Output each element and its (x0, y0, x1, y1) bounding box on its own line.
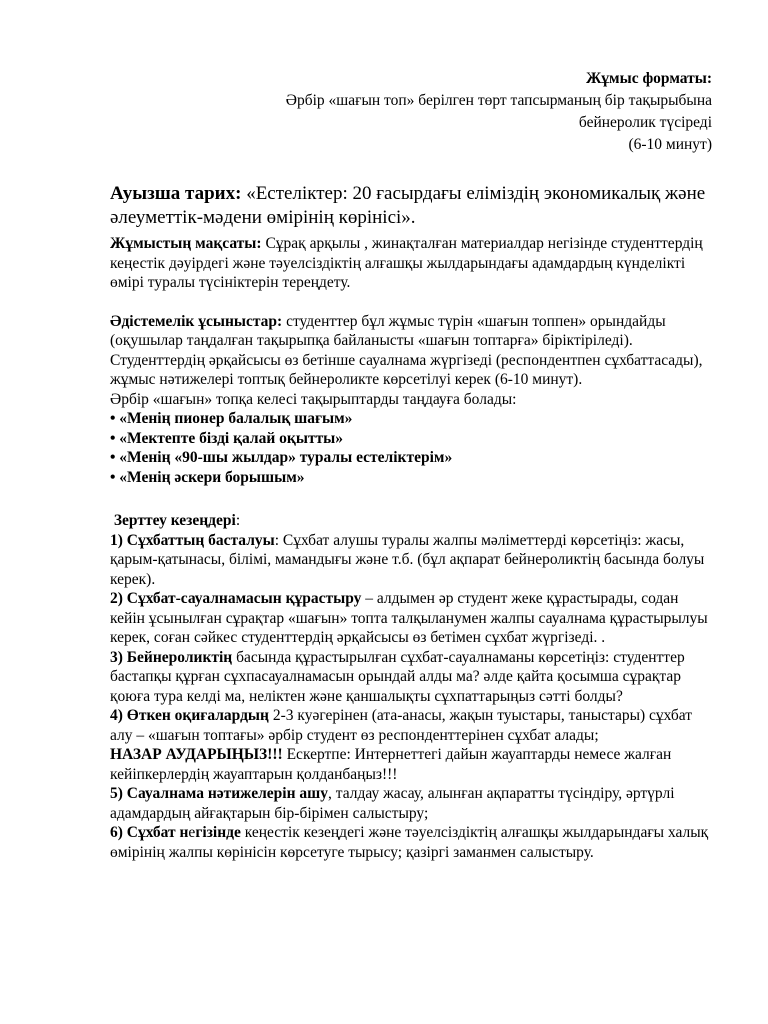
section-title-text: «Естеліктер: 20 ғасырдағы еліміздің экономикалық және әлеуметтік-мәдени өмірінің көрінісі». (110, 183, 706, 228)
stages-title-colon: : (235, 512, 241, 529)
goal-text: Сұрақ арқылы , жинақталған материалдар негізінде студенттердің кеңестік дәуірдегі және тәуелсіздіктің алғашқы жылдарындағы адамдардың күнделікті өмірі туралы түсініктерін тереңдету. (110, 235, 703, 291)
stage-2-text: – алдымен әр студент жеке құрастырады, содан кейін ұсынылған сұрақтар «шағын» топта талқыланумен жалпы сауалнама құрастырылуы керек, соған сәйкес студенттердің әрқайсысы өз бетімен сұхбат жүргізеді. . (110, 590, 708, 646)
stage-3-label: 3) Бейнероликтің (110, 648, 233, 666)
warning (110, 745, 716, 784)
goal-label: Жұмыстың мақсаты: (110, 235, 262, 252)
stages-heading (110, 511, 716, 531)
warning-text: Ескертпе: Интернеттегі дайын жауаптарды немесе жалған кейіпкерлердің жауаптарын қолданбаңыз!!! (110, 746, 672, 783)
stage-5-label: 5) Сауалнама нәтижелерін ашу (110, 785, 328, 802)
work-format-line-1: Әрбір «шағын топ» берілген төрт тапсырманың бір тақырыбына (285, 92, 712, 109)
method-label: Әдістемелік ұсыныстар: (110, 312, 283, 330)
stage-3 (110, 648, 716, 707)
stage-4-text: 2-3 куәгерінен (ата-анасы, жақын туыстары, таныстары) сұхбат алу – «шағын топтағы» әрбір студент өз респонденттерінен сұхбат алады; (110, 707, 692, 744)
topic-item: • «Менің әскери борышым» (110, 468, 305, 486)
stage-1-label: 1) Сұхбаттың басталуы (110, 531, 275, 549)
topic-item: • «Менің пионер балалық шағым» (110, 410, 353, 427)
stage-6 (110, 823, 716, 862)
stage-2-label: 2) Сұхбат-сауалнамасын құрастыру (110, 590, 362, 607)
work-format-header (286, 68, 712, 156)
stages-title: Зерттеу кезеңдері (113, 512, 236, 529)
spacer (110, 293, 716, 312)
spacer (110, 487, 716, 511)
section-title (110, 182, 716, 230)
stage-4-label: 4) Өткен оқиғалардың (110, 707, 269, 724)
document-body (110, 182, 716, 862)
topic-item: • «Мектепте бізді қалай оқытты» (110, 429, 344, 447)
section-title-label: Ауызша тарих: (110, 183, 242, 204)
stage-4 (110, 706, 716, 745)
warning-label: НАЗАР АУДАРЫҢЫЗ!!! (110, 746, 283, 763)
stage-6-label-end: гізінде (195, 824, 241, 841)
topics-intro: Әрбір «шағын» топқа келесі тақырыптарды таңдауға болады: (110, 390, 517, 408)
work-format-line-2: бейнеролик түсіреді (578, 114, 712, 131)
stage-5-text: , талдау жасау, алынған ақпаратты түсіндіру, әртүрлі адамдардың айғақтарын бір-бірімен салыстыру; (110, 785, 675, 822)
stage-6-label: 6) Сұхбат н (110, 824, 189, 841)
stage-6-text: кеңестік кезеңдегі және тәуелсіздіктің алғашқы жылдарындағы халық өмірінің жалпы көрінісін көрсетуге тырысу; қазіргі заманмен салыстыру. (110, 824, 709, 861)
stage-1-text: : Сұхбат алушы туралы жалпы мәліметтерді көрсетіңіз: жасы, қарым-қатынасы, білімі, мамандығы және т.б. (бұл ақпарат бейнероликтің басында болуы керек). (110, 531, 705, 588)
stage-5 (110, 784, 716, 823)
stage-3-text: басында құрастырылған сұхбат-сауалнаманы көрсетіңіз: студенттер бастапқы құрған сұхпасауалнамасын орындай алды ма? әлде қайта қосымша сұрақтар қоюға тура келді ма, неліктен және қаншалықты сұхпаттарыңыз сәтті болды? (110, 648, 685, 705)
method-text: студенттер бұл жұмыс түрін «шағын топпен» орындайды (оқушылар таңдалған тақырыпқа байланысты «шағын топтарға» біріктіріледі). Студенттердің әрқайсысы өз бетінше сауалнама жүргізеді (респондентпен сұхбаттасады), жұмыс нәтижелері топтық бейнероликте көрсетілуі керек (6-10 минут). (110, 312, 703, 388)
topic-item: • «Менің «90-шы жылдар» туралы естеліктерім» (110, 449, 453, 466)
stage-1 (110, 531, 716, 590)
work-format-line-3: (6-10 минут) (628, 136, 712, 153)
stage-2 (110, 589, 716, 648)
stage-6-label-mid: е (188, 824, 196, 841)
goal-paragraph (110, 234, 716, 293)
method-paragraph (110, 312, 716, 390)
work-format-title: Жұмыс форматы: (585, 70, 712, 87)
